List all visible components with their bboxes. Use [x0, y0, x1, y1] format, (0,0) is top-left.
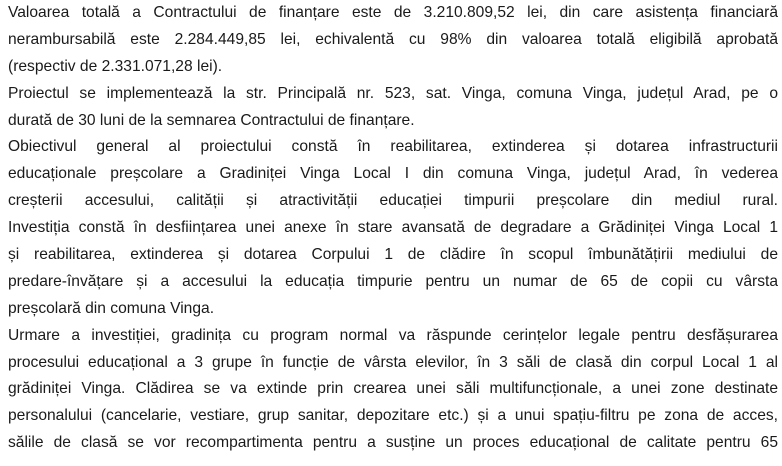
text-line: nerambursabilă este 2.284.449,85 lei, echivalentă cu 98% din valoarea totală eligibilă aprobată: [8, 30, 778, 48]
text-line: predare-învățare și a accesului la educația timpurie pentru un numar de 65 de copii cu vârsta: [8, 272, 778, 290]
paragraph-contract-value: [8, 0, 778, 81]
text-line: și reabilitarea, extinderea și dotarea Corpului 1 de clădire în scopul îmbunătățirii mediului de: [8, 246, 778, 264]
text-line: Proiectul se implementează la str. Principală nr. 523, sat. Vinga, comuna Vinga, județul Arad, pe o: [8, 84, 778, 102]
text-line: Valoarea totală a Contractului de finanțare este de 3.210.809,52 lei, din care asistența financiară: [8, 4, 778, 21]
text-line: grădiniței Vinga. Clădirea se va extinde prin crearea unei săli multifuncționale, a unei zone destinate: [8, 380, 778, 398]
text-line: sălile de clasă se vor recompartimenta pentru a susține un proces educațional de calitate pentru 65: [8, 434, 778, 452]
paragraph-objective: [8, 134, 778, 322]
text-line: Obiectivul general al proiectului constă în reabilitarea, extinderea și dotarea infrastructurii: [8, 138, 778, 156]
text-line: preșcolară din comuna Vinga.: [8, 299, 215, 317]
text-line: personalului (cancelarie, vestiare, grup sanitar, depozitare etc.) și a unui spațiu-filtru pe zona de acces,: [8, 407, 778, 425]
text-line: Urmare a investiției, gradinița cu program normal va răspunde cerințelor legale pentru desfășurarea: [8, 326, 778, 344]
text-line: (respectiv de 2.331.071,28 lei).: [8, 57, 223, 75]
text-line: educaționale preșcolare a Gradiniței Vinga Local I din comuna Vinga, județul Arad, în vederea: [8, 165, 778, 183]
text-line: Investiția constă în desființarea unei anexe în stare avansată de degradare a Grădiniței Vinga Local 1: [8, 219, 778, 237]
paragraph-location: [8, 81, 778, 135]
paragraph-investment-result: [8, 323, 778, 457]
text-line: durată de 30 luni de la semnarea Contractului de finanțare.: [8, 111, 415, 129]
document-body: [8, 0, 778, 457]
text-line: procesului educațional a 3 grupe în funcție de vârsta elevilor, în 3 săli de clasă din corpul Local 1 al: [8, 353, 778, 371]
text-line: creșterii accesului, calității și atractivității educației timpurii preșcolare din mediul rural.: [8, 192, 778, 210]
